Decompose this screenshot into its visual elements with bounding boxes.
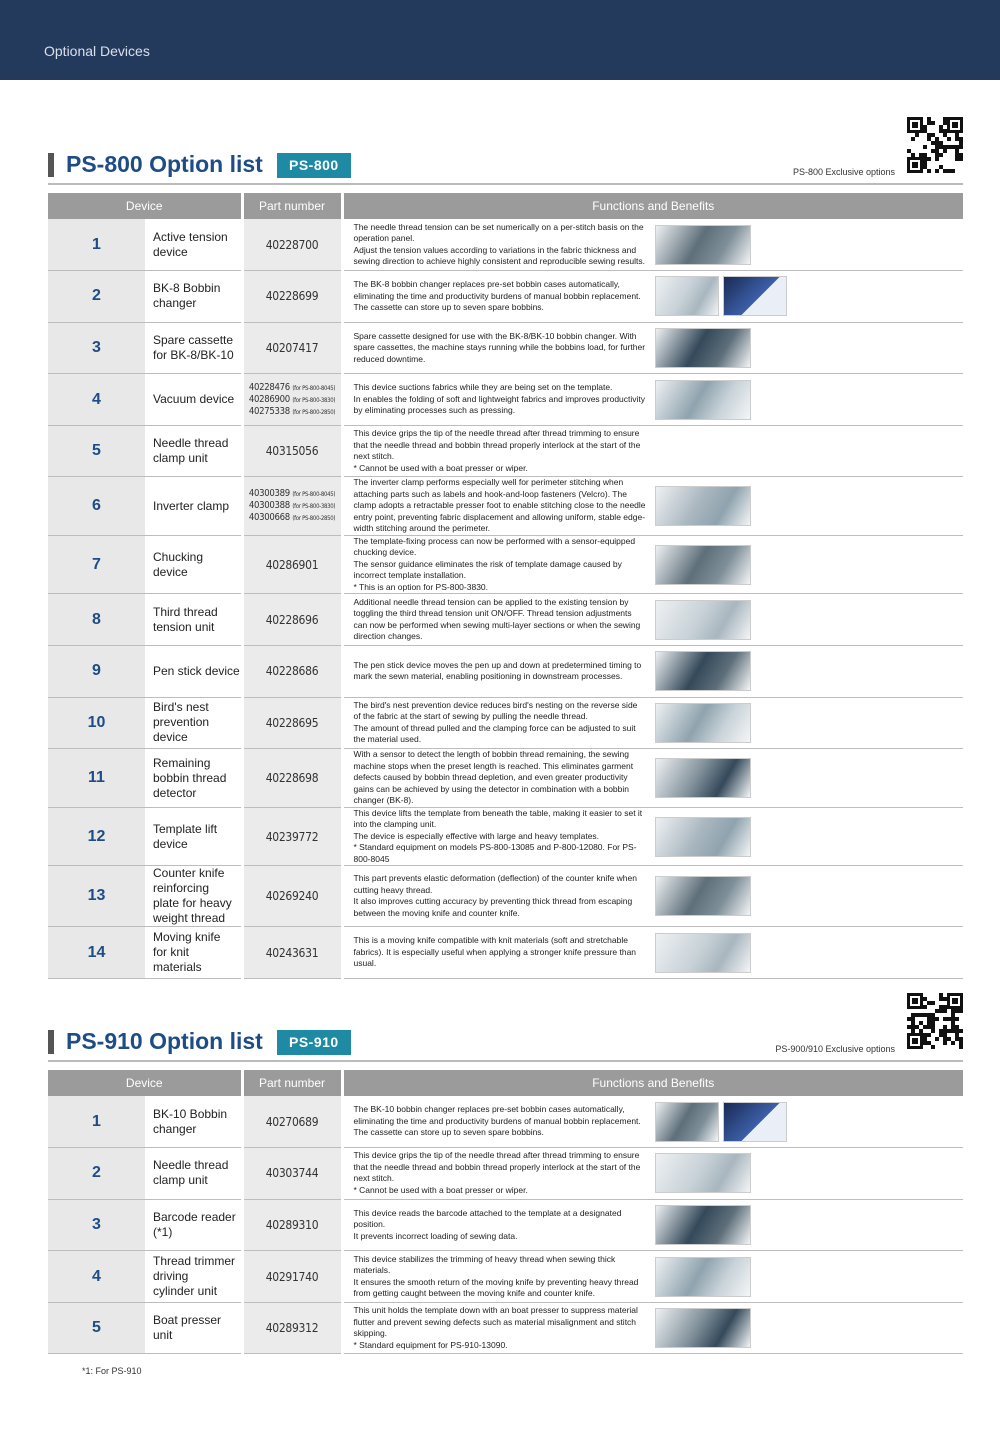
device-name-line: for knit materials xyxy=(153,945,202,975)
ps910-exclusive-note: PS-900/910 Exclusive options xyxy=(775,1044,895,1054)
part-number-value: 40228696 xyxy=(265,612,319,627)
device-name-line: Moving knife xyxy=(153,930,221,945)
ps800-table xyxy=(48,193,963,979)
function-line: This part prevents elastic deformation (deflection) of the counter knife when cutting heavy thread. xyxy=(353,873,637,895)
function-line: The sensor guidance eliminates the risk of template damage caused by incorrect template installation. xyxy=(353,558,622,581)
device-name-line: Barcode reader (*1) xyxy=(153,1209,236,1239)
function-description xyxy=(342,1251,653,1303)
photo-image xyxy=(655,1308,751,1348)
row-number: 1 xyxy=(48,219,145,271)
device-photo xyxy=(653,646,964,698)
table-row xyxy=(48,477,963,536)
device-photo xyxy=(653,866,964,927)
photo-image xyxy=(655,703,751,743)
part-number xyxy=(242,697,342,749)
thread-clamp-photo xyxy=(655,1151,964,1195)
footnote: *1: For PS-910 xyxy=(82,1366,142,1376)
part-number xyxy=(242,1251,342,1303)
row-number: 7 xyxy=(48,535,145,594)
counter-knife-photo xyxy=(655,874,964,918)
device-photo xyxy=(653,535,964,594)
function-line: This device grips the tip of the needle thread after thread trimming to ensure that the needle thread and bobbin thread properly interlock at the start of the next stitch. xyxy=(353,428,641,462)
device-name xyxy=(145,697,242,749)
ps800-badge: PS-800 xyxy=(277,153,351,178)
table-row xyxy=(48,271,963,323)
photo-image xyxy=(655,758,751,798)
function-description xyxy=(342,374,653,426)
template-lift-photo xyxy=(655,815,964,859)
device-photo xyxy=(653,271,964,323)
function-line: In enables the folding of soft and lightweight fabrics and improves productivity by eliminating processes such as pressing. xyxy=(353,393,646,416)
device-name-line: Spare cassette xyxy=(153,332,234,347)
function-description xyxy=(342,271,653,323)
table-row xyxy=(48,374,963,426)
function-line: The device is especially effective with large and heavy templates. xyxy=(353,830,600,841)
function-description xyxy=(342,1148,653,1200)
divider xyxy=(48,1060,963,1062)
part-number-value: 40228698 xyxy=(265,771,319,785)
device-name xyxy=(145,749,242,808)
device-name-line: Boat presser unit xyxy=(153,1313,222,1343)
function-line: * This is an option for PS-800-3830. xyxy=(353,581,489,592)
trimmer-cylinder-photo xyxy=(655,1255,964,1299)
part-number xyxy=(242,271,342,323)
function-line: This unit holds the template down with an boat presser to suppress material flutter and prevent sewing defects such as material misalignment and stitch skipping. xyxy=(353,1305,638,1339)
device-name-line: Bird's nest prevention device xyxy=(153,700,210,745)
photo-image xyxy=(655,486,751,526)
function-description xyxy=(342,1199,653,1251)
part-number-model: (for PS-800-2850) xyxy=(292,515,336,523)
row-number: 2 xyxy=(48,271,145,323)
device-photo xyxy=(653,477,964,536)
device-name-line: BK-8 Bobbin changer xyxy=(153,281,221,311)
bobbin-changer-photo-pair xyxy=(655,274,964,318)
device-name-line: detector xyxy=(153,785,197,800)
function-line: It also improves cutting accuracy by preventing thick thread from escaping between the moving knife and counter knife. xyxy=(353,896,633,918)
device-name-line: Thread trimmer driving xyxy=(153,1254,236,1284)
part-number xyxy=(242,425,342,477)
device-name xyxy=(145,271,242,323)
boat-presser-photo xyxy=(655,1306,964,1350)
row-number: 4 xyxy=(48,1251,145,1303)
device-name xyxy=(145,807,242,866)
table-row xyxy=(48,1148,963,1200)
function-description xyxy=(342,697,653,749)
banner-title: Optional Devices xyxy=(44,43,150,59)
device-name xyxy=(145,322,242,374)
part-number-value: 40286901 xyxy=(265,557,319,572)
part-number-model: (for PS-800-8045) xyxy=(292,384,336,392)
photo-image xyxy=(723,1102,787,1142)
part-number xyxy=(242,749,342,808)
table-row xyxy=(48,866,963,927)
function-line: Spare cassette designed for use with the BK-8/BK-10 bobbin changer. With spare cassettes, the machine stays running while the bobbins load, for further reduced downtime. xyxy=(353,330,646,364)
photo-image xyxy=(723,276,787,316)
row-number: 3 xyxy=(48,1199,145,1251)
part-number-model: (for PS-800-2850) xyxy=(292,408,336,416)
table-row xyxy=(48,219,963,271)
part-number-value: 40228695 xyxy=(265,715,319,730)
row-number: 3 xyxy=(48,322,145,374)
function-line: With a sensor to detect the length of bobbin thread remaining, the sewing machine stops when the preset length is reached. This eliminates garment defects caused by bobbin thread depletion, and even greater productivity gains can be achieved by using the detector in combination with a bobbin changer (BK-8). xyxy=(353,749,634,806)
photo-image xyxy=(655,276,719,316)
photo-image xyxy=(655,225,751,265)
function-line: The BK-10 bobbin changer replaces pre-set bobbin cases automatically, eliminating the time and productivity burdens of manual bobbin replacement. The cassette can store up to seven spare bobbins. xyxy=(353,1104,641,1138)
col-part: Part number xyxy=(242,1070,342,1096)
part-number-value: 40303744 xyxy=(265,1166,319,1181)
device-name-line: plate for heavy weight thread xyxy=(153,896,232,926)
function-line: This is a moving knife compatible with knit materials (soft and stretchable fabrics). It is especially useful when applying a stronger knife pressure than usual. xyxy=(353,935,637,969)
barcode-reader-photo xyxy=(655,1203,964,1247)
ps910-table xyxy=(48,1070,963,1354)
part-number xyxy=(242,322,342,374)
chucking-device-photo xyxy=(655,543,964,587)
device-photo xyxy=(653,322,964,374)
device-name-line: Inverter clamp xyxy=(153,498,230,513)
device-name xyxy=(145,594,242,646)
row-number: 5 xyxy=(48,1302,145,1354)
ps800-heading xyxy=(48,153,963,193)
function-description xyxy=(342,807,653,866)
function-line: * Cannot be used with a boat presser or wiper. xyxy=(353,462,528,473)
table-row xyxy=(48,646,963,698)
photo-image xyxy=(655,1205,751,1245)
device-name-line: Needle thread clamp unit xyxy=(153,1158,229,1188)
part-number-value: 40286900 xyxy=(248,393,290,405)
device-name-line: Template lift device xyxy=(153,821,218,851)
row-number: 5 xyxy=(48,425,145,477)
device-name xyxy=(145,219,242,271)
part-number xyxy=(242,477,342,536)
function-line: The needle thread tension can be set numerically on a per-stitch basis on the operation panel. xyxy=(353,221,644,244)
device-name xyxy=(145,535,242,594)
device-photo xyxy=(653,594,964,646)
function-description xyxy=(342,425,653,477)
part-number-value: 40228699 xyxy=(265,289,319,304)
ps910-heading xyxy=(48,1030,963,1070)
part-number xyxy=(242,646,342,698)
part-number-line xyxy=(244,406,341,418)
ps910-title: PS-910 Option list xyxy=(66,1028,263,1054)
col-functions: Functions and Benefits xyxy=(342,193,963,219)
top-banner xyxy=(0,0,1000,80)
device-name-line: Pen stick device xyxy=(153,663,240,678)
table-row xyxy=(48,535,963,594)
col-device: Device xyxy=(48,1070,242,1096)
function-line: This device suctions fabrics while they are being set on the template. xyxy=(353,382,613,393)
bk10-photo-pair xyxy=(655,1100,964,1144)
photo-image xyxy=(655,933,751,973)
function-description xyxy=(342,219,653,271)
photo-image xyxy=(655,1257,751,1297)
part-number-value: 40270689 xyxy=(265,1114,319,1129)
ps910-section xyxy=(48,1030,963,1354)
device-photo xyxy=(653,1251,964,1303)
device-photo xyxy=(653,927,964,979)
part-number-value: 40243631 xyxy=(265,945,319,960)
function-line: It prevents incorrect loading of sewing data. xyxy=(353,1230,518,1241)
tension-device-photo xyxy=(655,223,964,267)
function-description xyxy=(342,1096,653,1148)
row-number: 9 xyxy=(48,646,145,698)
part-number-value: 40228686 xyxy=(265,664,319,679)
qr-pattern xyxy=(907,993,963,1049)
bobbin-detector-photo xyxy=(655,756,964,800)
part-number-value: 40228476 xyxy=(248,381,290,393)
device-name-line: Remaining bobbin thread xyxy=(153,755,227,785)
inverter-clamp-photo xyxy=(655,484,964,528)
device-photo xyxy=(653,219,964,271)
function-line: The amount of thread pulled and the clamping force can be adjusted to suit the material used. xyxy=(353,722,636,745)
table-row xyxy=(48,1251,963,1303)
table-row xyxy=(48,1302,963,1354)
part-number-value: 40315056 xyxy=(265,444,319,459)
third-tension-photo xyxy=(655,598,964,642)
device-photo xyxy=(653,1096,964,1148)
function-description xyxy=(342,594,653,646)
function-line: The pen stick device moves the pen up and down at predetermined timing to mark the sewn material, enabling positioning in downstream processes. xyxy=(353,659,642,682)
table-row xyxy=(48,1199,963,1251)
row-number: 4 xyxy=(48,374,145,426)
pen-stick-photo xyxy=(655,649,964,693)
device-name xyxy=(145,866,242,927)
function-line: This device stabilizes the trimming of heavy thread when sewing thick materials. xyxy=(353,1253,616,1276)
part-number xyxy=(242,866,342,927)
function-line: Additional needle thread tension can be applied to the existing tension by toggling the third thread tension unit ON/OFF. Thread tension adjustments can now be performed when sewing multi-layer sections or when the sewing direction changes. xyxy=(353,596,641,642)
function-description xyxy=(342,535,653,594)
device-photo xyxy=(653,1199,964,1251)
device-name-line: for BK-8/BK-10 xyxy=(153,347,234,362)
part-number xyxy=(242,1302,342,1354)
moving-knife-photo xyxy=(655,931,964,975)
row-number: 8 xyxy=(48,594,145,646)
ps910-badge: PS-910 xyxy=(277,1030,351,1055)
table-row xyxy=(48,807,963,866)
function-line: This device reads the barcode attached to the template at a designated position. xyxy=(353,1207,622,1230)
function-line: This device lifts the template from beneath the table, making it easier to set it into the clamping unit. xyxy=(353,807,643,830)
device-name xyxy=(145,1302,242,1354)
part-number-model: (for PS-800-3830) xyxy=(292,503,336,511)
qr-code-icon xyxy=(907,117,963,173)
row-number: 1 xyxy=(48,1096,145,1148)
device-name xyxy=(145,927,242,979)
photo-image xyxy=(655,651,751,691)
device-name-line: Active tension device xyxy=(153,229,228,259)
function-line: * Standard equipment on models PS-800-13085 and P-800-12080. For PS-800-8045 xyxy=(353,842,637,864)
function-description xyxy=(342,1302,653,1354)
photo-image xyxy=(655,545,751,585)
device-name xyxy=(145,646,242,698)
function-description xyxy=(342,927,653,979)
table-row xyxy=(48,425,963,477)
part-number-model: (for PS-800-8045) xyxy=(292,491,336,499)
function-line: The BK-8 bobbin changer replaces pre-set bobbin cases automatically, eliminating the time and productivity burdens of manual bobbin replacement. The cassette can store up to seven spare bobbins. xyxy=(353,279,641,313)
device-name-line: Vacuum device xyxy=(153,392,235,407)
part-number-model: (for PS-800-3830) xyxy=(292,396,336,404)
ps800-exclusive-note: PS-800 Exclusive options xyxy=(792,167,895,177)
divider xyxy=(48,183,963,185)
table-row xyxy=(48,927,963,979)
function-line: The template-fixing process can now be performed with a sensor-equipped chucking device. xyxy=(353,535,636,558)
part-number xyxy=(242,1199,342,1251)
device-name xyxy=(145,1251,242,1303)
row-number: 6 xyxy=(48,477,145,536)
row-number: 12 xyxy=(48,807,145,866)
device-photo xyxy=(653,1148,964,1200)
function-line: * Cannot be used with a boat presser or wiper. xyxy=(353,1184,528,1195)
row-number: 14 xyxy=(48,927,145,979)
device-name xyxy=(145,477,242,536)
device-name-line: Needle thread clamp unit xyxy=(153,436,229,466)
part-number-value: 40239772 xyxy=(265,829,319,844)
photo-image xyxy=(655,876,751,916)
part-number-value: 40300668 xyxy=(248,512,290,524)
row-number: 13 xyxy=(48,866,145,927)
part-number-value: 40289312 xyxy=(265,1321,319,1336)
col-part: Part number xyxy=(242,193,342,219)
device-name-line: cylinder unit xyxy=(153,1284,218,1299)
part-number-line xyxy=(244,382,341,394)
device-photo xyxy=(653,1302,964,1354)
qr-pattern xyxy=(907,117,963,173)
function-line: The inverter clamp performs especially well for perimeter stitching when attaching parts such as labels and hook-and-loop fasteners (Velcro). The clamp adopts a retractable presser foot to enable stitching close to the needle entry point, preventing fabric displacement and allowing uniform, stable edge-width stitching around the perimeter. xyxy=(353,477,646,534)
photo-image xyxy=(655,1153,751,1193)
part-number xyxy=(242,374,342,426)
table-row xyxy=(48,594,963,646)
table-row xyxy=(48,749,963,808)
part-number xyxy=(242,1096,342,1148)
photo-image xyxy=(655,600,751,640)
ps800-section xyxy=(48,153,963,979)
function-line: * Standard equipment for PS-910-13090. xyxy=(353,1339,508,1350)
ps800-title: PS-800 Option list xyxy=(66,151,263,177)
part-number-value: 40207417 xyxy=(265,340,319,355)
part-number xyxy=(242,807,342,866)
part-number-value: 40300389 xyxy=(248,488,290,500)
spare-cassette-photo xyxy=(655,326,964,370)
function-line: It ensures the smooth return of the moving knife by preventing heavy thread from getting caught between the moving knife and counter knife. xyxy=(353,1276,639,1299)
device-name xyxy=(145,425,242,477)
function-description xyxy=(342,322,653,374)
function-description xyxy=(342,646,653,698)
device-photo xyxy=(653,374,964,426)
table-row xyxy=(48,697,963,749)
function-line: The bird's nest prevention device reduces bird's nesting on the reverse side of the fabric at the start of sewing by pulling the needle thread. xyxy=(353,699,638,722)
device-name xyxy=(145,1148,242,1200)
photo-image xyxy=(655,380,751,420)
device-name xyxy=(145,1096,242,1148)
part-number-line xyxy=(244,500,341,512)
vacuum-device-photo xyxy=(655,378,964,422)
device-photo xyxy=(653,697,964,749)
part-number-value: 40291740 xyxy=(265,1269,319,1284)
function-line: Adjust the tension values according to variations in the fabric thickness and sewing direction to achieve highly consistent and reproducible sewing results. xyxy=(353,244,646,267)
part-number xyxy=(242,535,342,594)
device-name-line: Third thread tension unit xyxy=(153,604,218,634)
row-number: 10 xyxy=(48,697,145,749)
part-number xyxy=(242,1148,342,1200)
heading-bar xyxy=(48,153,54,177)
part-number-line xyxy=(244,488,341,500)
part-number xyxy=(242,219,342,271)
part-number xyxy=(242,927,342,979)
table-row xyxy=(48,322,963,374)
part-number-value: 40228700 xyxy=(265,237,319,252)
device-name-line: BK-10 Bobbin changer xyxy=(153,1106,228,1136)
birds-nest-photo xyxy=(655,701,964,745)
device-photo xyxy=(653,425,964,477)
table-row xyxy=(48,1096,963,1148)
row-number: 2 xyxy=(48,1148,145,1200)
part-number-line xyxy=(244,512,341,524)
device-name xyxy=(145,1199,242,1251)
device-name-line: Counter knife reinforcing xyxy=(153,866,225,896)
part-number-line xyxy=(244,394,341,406)
 xyxy=(655,429,964,473)
part-number-value: 40269240 xyxy=(265,889,319,904)
device-name xyxy=(145,374,242,426)
part-number-value: 40275338 xyxy=(248,405,290,417)
device-photo xyxy=(653,749,964,808)
photo-image xyxy=(655,817,751,857)
function-line: This device grips the tip of the needle thread after thread trimming to ensure that the needle thread and bobbin thread properly interlock at the start of the next stitch. xyxy=(353,1150,641,1184)
photo-image xyxy=(655,328,751,368)
part-number-value: 40300388 xyxy=(248,500,290,512)
col-functions: Functions and Benefits xyxy=(342,1070,963,1096)
function-description xyxy=(342,749,653,808)
device-photo xyxy=(653,807,964,866)
col-device: Device xyxy=(48,193,242,219)
part-number xyxy=(242,594,342,646)
qr-code-icon xyxy=(907,993,963,1049)
heading-bar xyxy=(48,1030,54,1054)
part-number-value: 40289310 xyxy=(265,1217,319,1232)
photo-image xyxy=(655,1102,719,1142)
function-description xyxy=(342,477,653,536)
device-name-line: Chucking device xyxy=(153,549,204,579)
function-description xyxy=(342,866,653,927)
row-number: 11 xyxy=(48,749,145,808)
